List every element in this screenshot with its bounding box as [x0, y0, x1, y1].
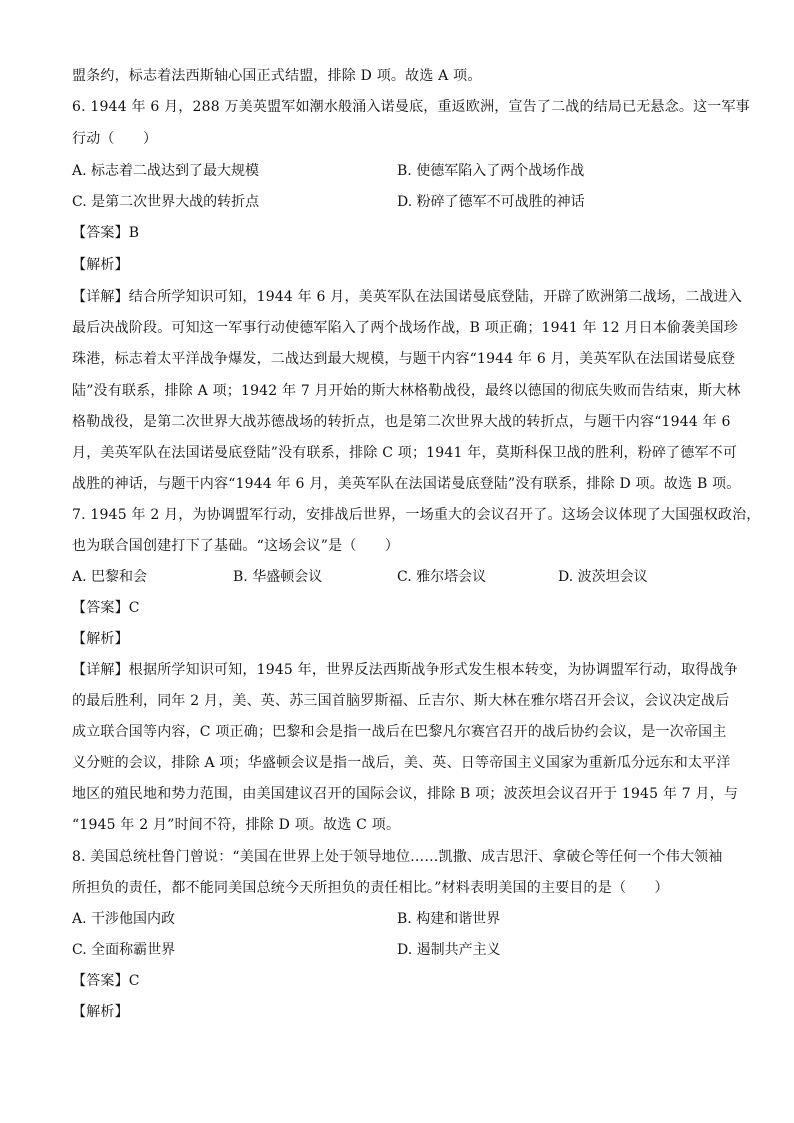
q8-option-b: B. 构建和谐世界	[397, 911, 501, 927]
q7-detail-line: “1945 年 2 月”时间不符，排除 D 项。故选 C 项。	[72, 817, 401, 833]
text-line: 盟条约，标志着法西斯轴心国正式结盟，排除 D 项。故选 A 项。	[72, 68, 482, 84]
q6-detail-line: 最后决战阶段。可知这一军事行动使德军陷入了两个战场作战，B 项正确；1941 年 12 月日本偷袭美国珍	[72, 320, 738, 336]
q6-option-b: B. 使德军陷入了两个战场作战	[397, 163, 585, 179]
question-8-stem: 8. 美国总统杜鲁门曾说：“美国在世界上处于领导地位……凯撒、成吉思汗、拿破仑等任何一个伟大领袖	[72, 849, 723, 865]
q6-option-c: C. 是第二次世界大战的转折点	[72, 194, 260, 210]
question-6-stem-cont: 行动（ ）	[72, 131, 158, 147]
q6-answer: 【答案】B	[72, 225, 140, 241]
q8-answer: 【答案】C	[72, 973, 140, 989]
question-6-stem: 6. 1944 年 6 月，288 万美英盟军如潮水般涌入诺曼底，重返欧洲，宣告了二战的结局已无悬念。这一军事	[72, 99, 750, 115]
q8-analysis-heading: 【解析】	[72, 1004, 129, 1020]
q8-option-d: D. 遏制共产主义	[397, 942, 501, 958]
q7-answer: 【答案】C	[72, 600, 140, 616]
q8-option-a: A. 干涉他国内政	[72, 911, 176, 927]
q6-analysis-heading: 【解析】	[72, 257, 129, 273]
question-7-stem: 7. 1945 年 2 月，为协调盟军行动，安排战后世界，一场重大的会议召开了。这场会议体现了大国强权政治，	[72, 507, 761, 523]
q6-option-a: A. 标志着二战达到了最大规模	[72, 163, 260, 179]
q6-detail-line: 格勒战役，是第二次世界大战苏德战场的转折点，也是第二次世界大战的转折点，与题干内容“1944 年 6	[72, 414, 731, 430]
q6-detail-line: 珠港，标志着太平洋战争爆发，二战达到最大规模，与题干内容“1944 年 6 月，美英军队在法国诺曼底登	[72, 351, 736, 367]
q7-detail-line: 义分赃的会议，排除 A 项；华盛顿会议是指一战后，美、英、日等帝国主义国家为重新瓜分远东和太平洋	[72, 755, 731, 771]
q6-detail-line: 月，美英军队在法国诺曼底登陆”没有联系，排除 C 项；1941 年，莫斯科保卫战的胜利，粉碎了德军不可	[72, 445, 738, 461]
q6-detail-line: 战胜的神话，与题干内容“1944 年 6 月，美英军队在法国诺曼底登陆”没有联系，排除 D 项。故选 B 项。	[72, 476, 741, 492]
question-8-stem-cont: 所担负的责任，都不能同美国总统今天所担负的责任相比。”材料表明美国的主要目的是（ ）	[72, 880, 669, 896]
q7-option-b: B. 华盛顿会议	[233, 569, 323, 585]
q6-detail-line: 陆”没有联系，排除 A 项；1942 年 7 月开始的斯大林格勒战役，最终以德国的彻底失败而告结束，斯大林	[72, 383, 741, 399]
q7-detail-line: 【详解】根据所学知识可知，1945 年，世界反法西斯战争形式发生根本转变，为协调盟军行动，取得战争	[72, 662, 738, 678]
question-7-stem-cont: 也为联合国创建打下了基础。“这场会议”是（ ）	[72, 538, 400, 554]
q7-analysis-heading: 【解析】	[72, 631, 129, 647]
q7-option-d: D. 波茨坦会议	[558, 569, 648, 585]
q7-option-c: C. 雅尔塔会议	[397, 569, 487, 585]
q6-option-d: D. 粉碎了德军不可战胜的神话	[397, 194, 585, 210]
q8-option-c: C. 全面称霸世界	[72, 942, 176, 958]
q7-detail-line: 地区的殖民地和势力范围，由美国建议召开的国际会议，排除 B 项；波茨坦会议召开于 1945 年 7 月，与	[72, 786, 739, 802]
q7-option-a: A. 巴黎和会	[72, 569, 148, 585]
q7-detail-line: 成立联合国等内容，C 项正确；巴黎和会是指一战后在巴黎凡尔赛宫召开的战后协约会议，是一次帝国主	[72, 724, 727, 740]
q6-detail-line: 【详解】结合所学知识可知，1944 年 6 月，美英军队在法国诺曼底登陆，开辟了欧洲第二战场，二战进入	[72, 289, 743, 305]
q7-detail-line: 的最后胜利，同年 2 月，美、英、苏三国首脑罗斯福、丘吉尔、斯大林在雅尔塔召开会议，会议决定战后	[72, 693, 730, 709]
